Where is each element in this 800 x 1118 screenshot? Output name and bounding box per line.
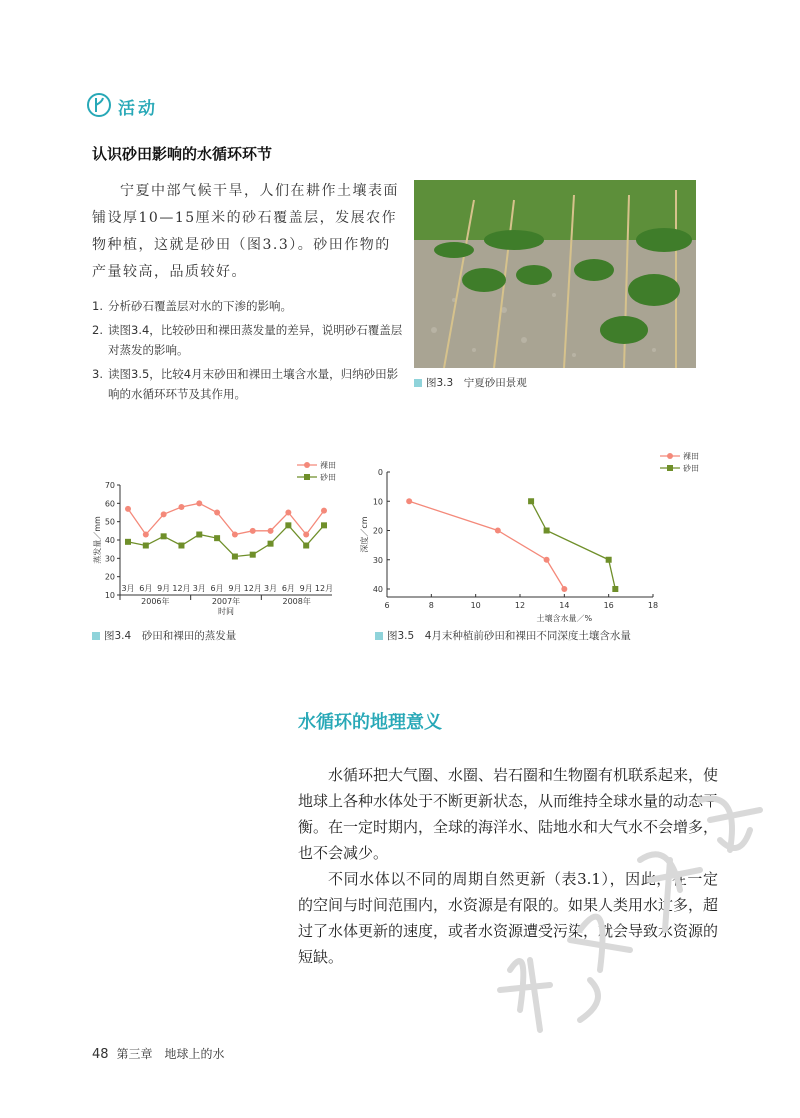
y-tick-label: 50 bbox=[104, 517, 115, 527]
gravel-field-photo bbox=[414, 180, 696, 368]
legend-marker bbox=[304, 474, 310, 480]
data-point bbox=[321, 508, 327, 514]
data-point bbox=[561, 586, 567, 592]
data-point bbox=[214, 510, 220, 516]
x-tick-label: 12月 bbox=[243, 584, 262, 593]
x-tick-label: 12 bbox=[514, 601, 526, 610]
photo-caption: 图3.3 宁夏砂田景观 bbox=[414, 375, 527, 390]
page-number: 48 bbox=[92, 1047, 109, 1062]
legend-marker bbox=[667, 465, 673, 471]
figure-3-5-caption: 图3.5 4月末种植前砂田和裸田不同深度土壤含水量 bbox=[375, 628, 631, 643]
data-point bbox=[161, 511, 167, 517]
y-tick-label: 10 bbox=[372, 497, 383, 507]
x-axis-label: 时间 bbox=[218, 607, 234, 616]
x-tick-label: 16 bbox=[603, 601, 614, 610]
activity-intro: 宁夏中部气候干旱，人们在耕作土壤表面铺设厚10—15厘米的砂石覆盖层，发展农作物种植，这就是砂田（图3.3）。砂田作物的产量较高，品质较好。 bbox=[92, 183, 399, 280]
x-tick-label: 3月 bbox=[121, 584, 135, 593]
data-point bbox=[285, 510, 291, 516]
activity-title: 认识砂田影响的水循环环节 bbox=[92, 145, 273, 163]
data-point bbox=[495, 528, 501, 534]
x-tick-label: 9月 bbox=[299, 584, 313, 593]
data-point bbox=[214, 535, 220, 541]
data-point bbox=[178, 504, 184, 510]
section-title: 水循环的地理意义 bbox=[298, 712, 442, 733]
data-point bbox=[196, 532, 202, 538]
data-point bbox=[612, 586, 618, 592]
data-point bbox=[321, 522, 327, 528]
data-point bbox=[250, 528, 256, 534]
y-tick-label: 10 bbox=[104, 591, 115, 600]
data-point bbox=[268, 528, 274, 534]
x-tick-label: 6月 bbox=[281, 584, 295, 593]
data-point bbox=[232, 532, 238, 538]
data-point bbox=[268, 541, 274, 547]
data-point bbox=[125, 506, 131, 512]
legend-label: 裸田 bbox=[320, 461, 336, 470]
data-point bbox=[178, 543, 184, 549]
x-tick-label: 8 bbox=[428, 601, 434, 610]
series-line-0 bbox=[409, 501, 564, 589]
legend-label: 砂田 bbox=[683, 464, 699, 473]
data-point bbox=[544, 557, 550, 563]
legend-label: 裸田 bbox=[683, 452, 699, 461]
series-line-0 bbox=[128, 503, 324, 534]
data-point bbox=[303, 543, 309, 549]
x-tick-label: 6 bbox=[384, 601, 390, 610]
y-tick-label: 20 bbox=[104, 572, 115, 582]
year-label: 2008年 bbox=[282, 597, 311, 606]
data-point bbox=[143, 532, 149, 538]
x-tick-label: 18 bbox=[647, 601, 659, 610]
chapter-label: 第三章 地球上的水 bbox=[116, 1047, 225, 1061]
y-tick-label: 0 bbox=[377, 468, 383, 477]
data-point bbox=[303, 532, 309, 538]
data-point bbox=[606, 557, 612, 563]
task-list bbox=[92, 296, 404, 408]
y-tick-label: 30 bbox=[372, 555, 383, 565]
x-tick-label: 3月 bbox=[263, 584, 278, 593]
series-line-1 bbox=[531, 501, 615, 589]
figure-3-4-caption: 图3.4 砂田和裸田的蒸发量 bbox=[92, 628, 236, 643]
legend-label: 砂田 bbox=[320, 473, 336, 482]
caption-marker bbox=[92, 632, 100, 640]
activity-icon bbox=[86, 92, 112, 118]
data-point bbox=[232, 554, 238, 560]
x-tick-label: 9月 bbox=[228, 584, 242, 593]
x-tick-label: 14 bbox=[559, 601, 570, 610]
y-tick-label: 40 bbox=[104, 536, 115, 545]
x-tick-label: 3月 bbox=[192, 584, 206, 593]
data-point bbox=[528, 498, 534, 504]
year-label: 2006年 bbox=[141, 597, 170, 606]
data-point bbox=[250, 552, 256, 558]
calligraphy-watermark bbox=[470, 740, 770, 1040]
legend-marker bbox=[304, 462, 310, 468]
task-item: 3. 读图3.5，比较4月末砂田和裸田土壤含水量，归纳砂田影响的水循环环节及其作用。 bbox=[92, 367, 399, 401]
x-tick-label: 6月 bbox=[210, 584, 224, 593]
data-point bbox=[285, 522, 291, 528]
y-axis-label: 蒸发量／mm bbox=[93, 516, 102, 564]
data-point bbox=[196, 500, 202, 506]
legend-marker bbox=[667, 453, 673, 459]
y-tick-label: 30 bbox=[104, 554, 115, 564]
soil-moisture-chart bbox=[355, 452, 700, 627]
evaporation-chart bbox=[92, 455, 342, 620]
y-tick-label: 20 bbox=[372, 526, 383, 536]
task-item: 2. 读图3.4，比较砂田和裸田蒸发量的差异，说明砂石覆盖层对蒸发的影响。 bbox=[92, 323, 403, 357]
x-tick-label: 9月 bbox=[157, 584, 171, 593]
y-axis-label: 深度／cm bbox=[360, 516, 369, 553]
data-point bbox=[406, 498, 412, 504]
task-item: 1. 分析砂石覆盖层对水的下渗的影响。 bbox=[92, 299, 292, 313]
x-tick-label: 10 bbox=[470, 601, 481, 610]
caption-marker bbox=[414, 379, 422, 387]
paragraph: 水循环把大气圈、水圈、岩石圈和生物圈有机联系起来，使地球上各种水体处于不断更新状态，从而维持全球水量的动态平衡。在一定时期内，全球的海洋水、陆地水和大气水不会增多，也不会减少。 bbox=[298, 766, 719, 862]
y-tick-label: 70 bbox=[104, 481, 115, 490]
data-point bbox=[125, 539, 131, 545]
x-tick-label: 12月 bbox=[314, 584, 334, 593]
y-tick-label: 60 bbox=[104, 499, 115, 509]
page-footer bbox=[92, 1045, 225, 1062]
x-tick-label: 6月 bbox=[139, 584, 153, 593]
paragraph: 不同水体以不同的周期自然更新（表3.1），因此，在一定的空间与时间范围内，水资源是有限的。如果人类用水过多，超过了水体更新的速度，或者水资源遭受污染，就会导致水资源的短缺。 bbox=[298, 870, 719, 966]
activity-label: 活动 bbox=[118, 99, 158, 119]
data-point bbox=[544, 528, 550, 534]
year-label: 2007年 bbox=[211, 597, 241, 606]
data-point bbox=[161, 533, 167, 539]
caption-marker bbox=[375, 632, 383, 640]
x-tick-label: 12月 bbox=[172, 584, 191, 593]
data-point bbox=[143, 543, 149, 549]
x-axis-label: 土壤含水量／% bbox=[536, 614, 593, 623]
y-tick-label: 40 bbox=[372, 585, 383, 594]
series-line-1 bbox=[128, 525, 324, 556]
